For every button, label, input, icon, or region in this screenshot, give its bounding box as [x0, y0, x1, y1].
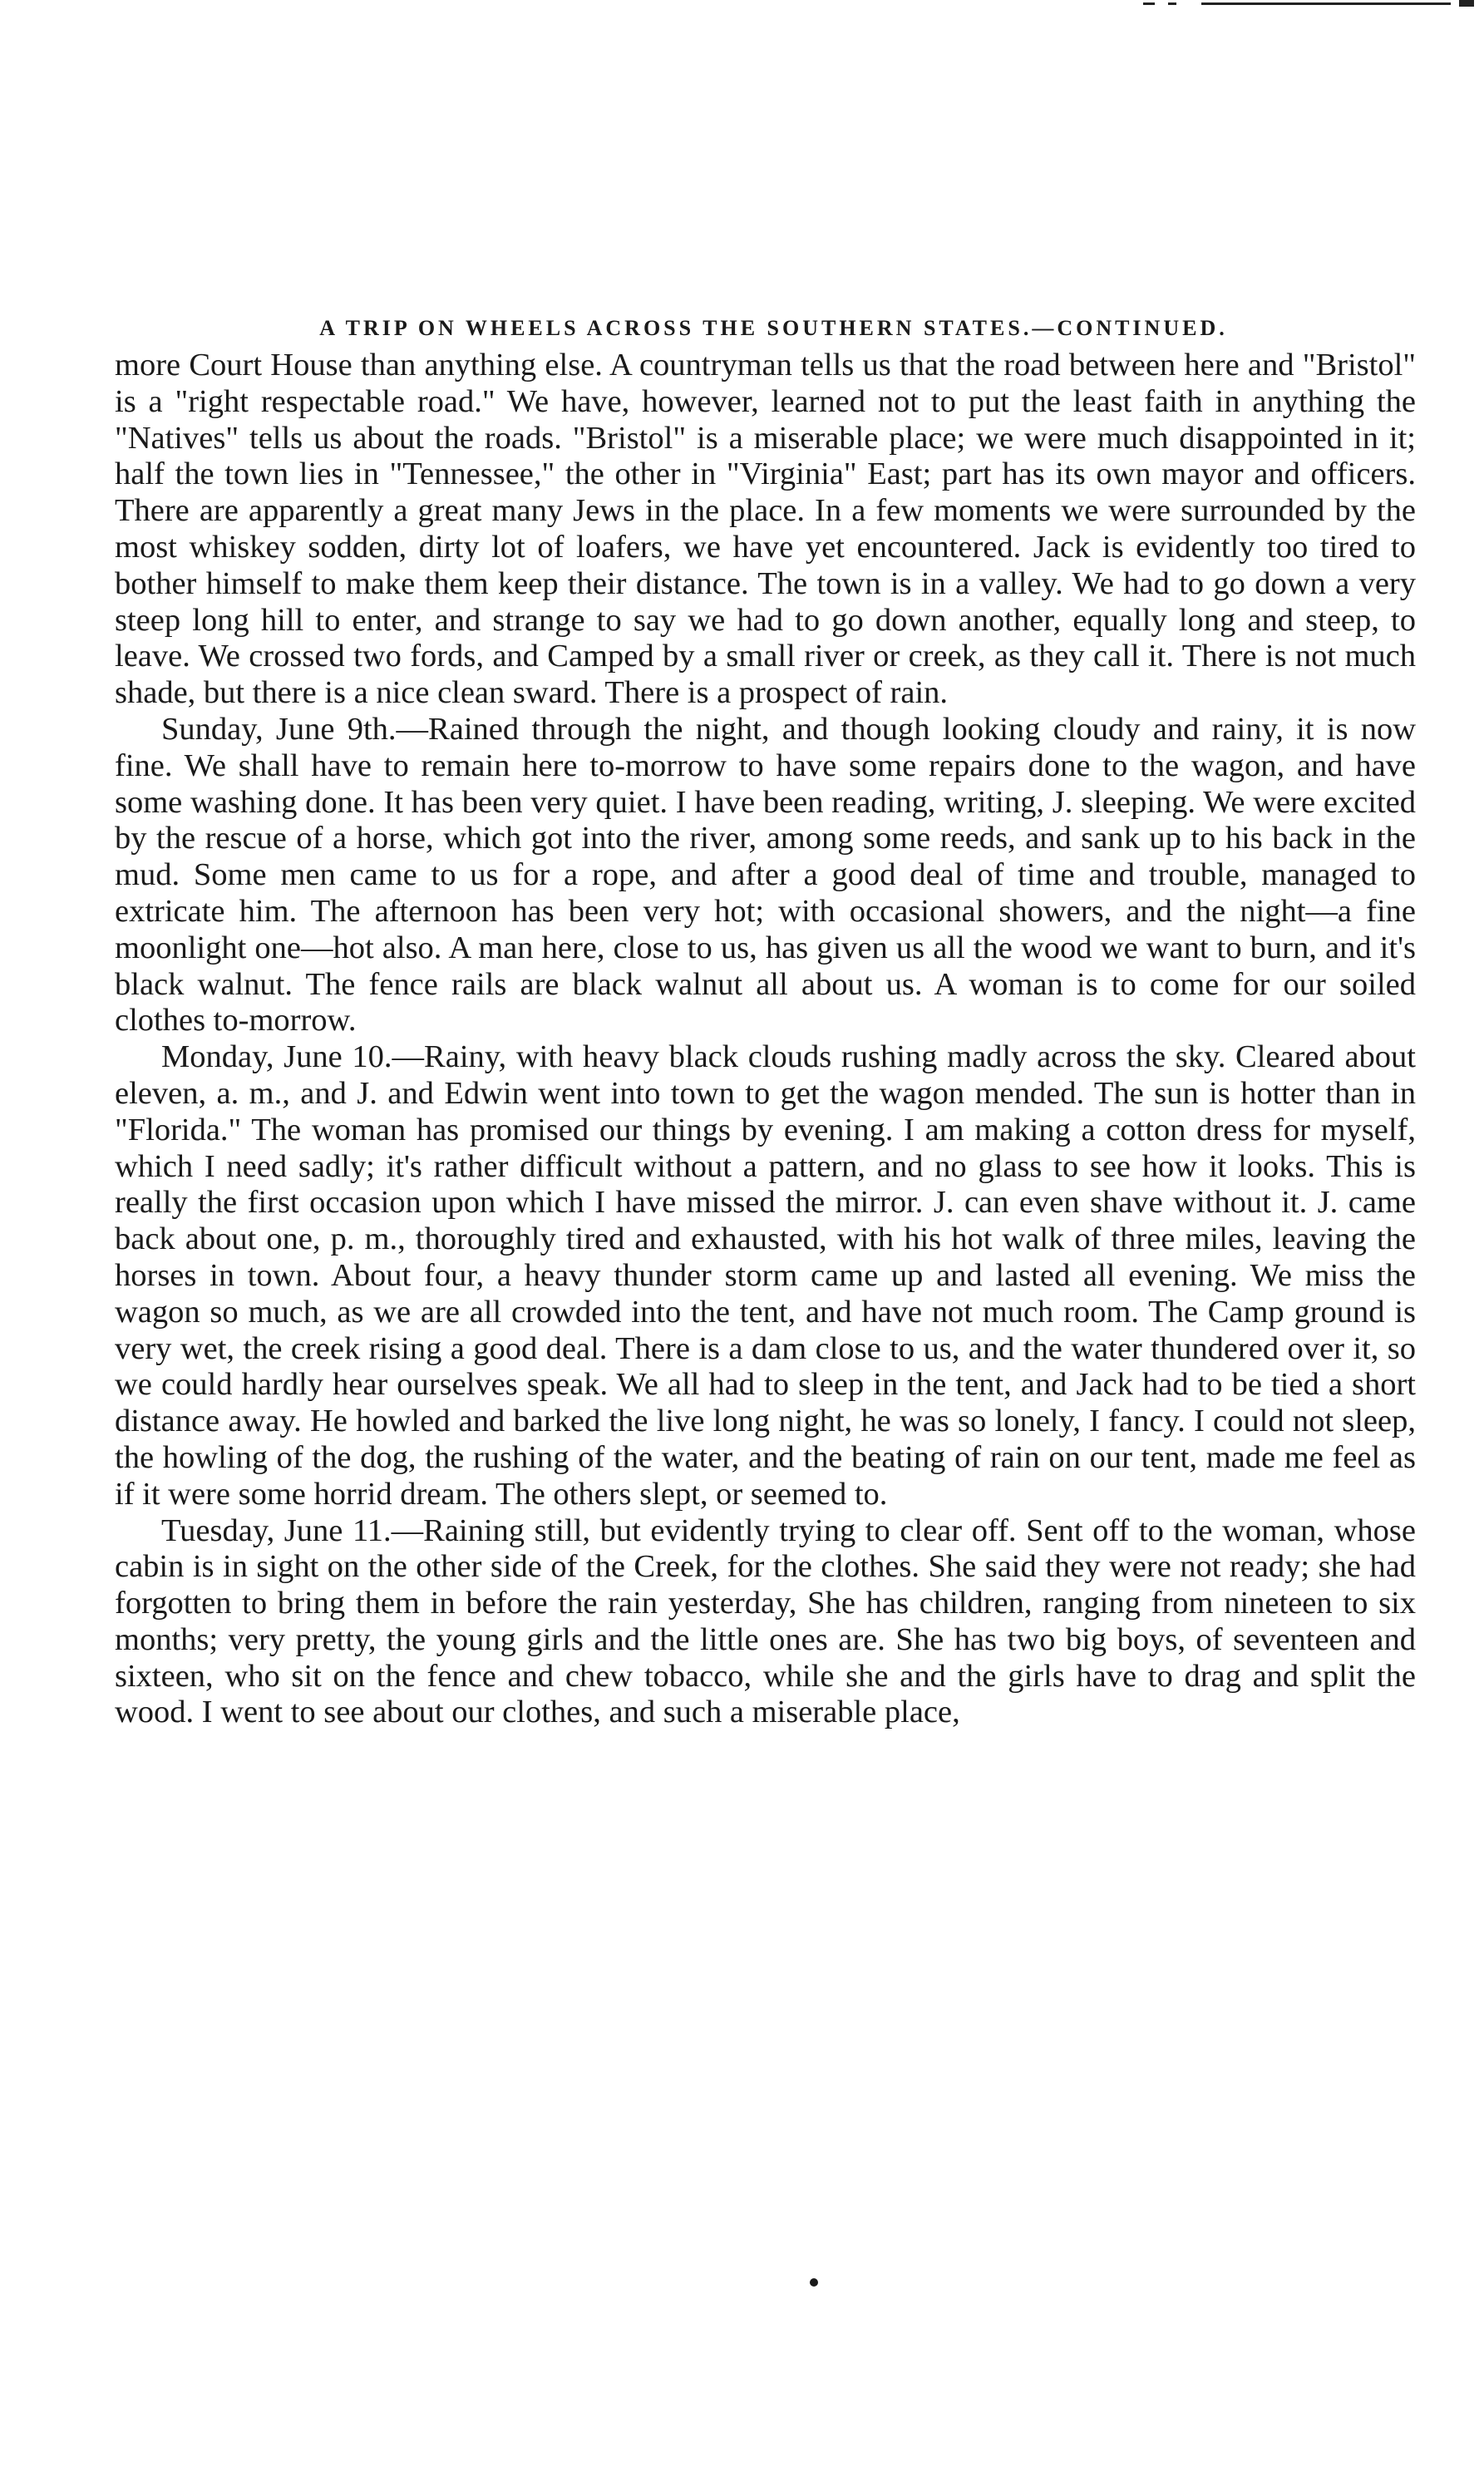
- page-edge-mark: [1135, 0, 1484, 15]
- running-title: A TRIP ON WHEELS ACROSS THE SOUTHERN STATES.—CONTINUED.: [319, 316, 1228, 340]
- page-dot-mark: [810, 2278, 818, 2287]
- paragraph-june-11: Tuesday, June 11.—Raining still, but evidently trying to clear off. Sent off to the woman, whose cabin is in sight on the other side of the Creek, for the clothes. She said they were not ready; she had forgotten to bring them in before the rain yesterday, She has children, ranging from nineteen to six months; very pretty, the young girls and the little ones are. She has two big boys, of seventeen and sixteen, who sit on the fence and chew tobacco, while she and the girls have to drag and split the wood. I went to see about our clothes, and such a miserable place,: [115, 1512, 1416, 1730]
- paragraph-continuation: more Court House than anything else. A countryman tells us that the road between here and "Bristol" is a "right respectable road." We have, however, learned not to put the least faith in anything the "Natives" tells us about the roads. "Bristol" is a miserable place; we were much disappointed in it; half the town lies in "Tennessee," the other in "Virginia" East; part has its own mayor and officers. There are apparently a great many Jews in the place. In a few moments we were surrounded by the most whiskey sodden, dirty lot of loafers, we have yet encountered. Jack is evidently too tired to bother himself to make them keep their distance. The town is in a valley. We had to go down a very steep long hill to enter, and strange to say we had to go down another, equally long and steep, to leave. We crossed two fords, and Camped by a small river or creek, as they call it. There is not much shade, but there is a nice clean sward. There is a prospect of rain.: [115, 348, 1416, 711]
- paragraph-june-10: Monday, June 10.—Rainy, with heavy black clouds rushing madly across the sky. Cleared about eleven, a. m., and J. and Edwin went into town to get the wagon mended. The sun is hotter than in "Florida." The woman has promised our things by evening. I am making a cotton dress for myself, which I need sadly; it's rather difficult without a pattern, and no glass to see how it looks. This is really the first occasion upon which I have missed the mirror. J. can even shave without it. J. came back about one, p. m., thoroughly tired and exhausted, with his hot walk of three miles, leaving the horses in town. About four, a heavy thunder storm came up and lasted all evening. We miss the wagon so much, as we are all crowded into the tent, and have not much room. The Camp ground is very wet, the creek rising a good deal. There is a dam close to us, and the water thundered over it, so we could hardly hear ourselves speak. We all had to sleep in the tent, and Jack had to be tied a short distance away. He howled and barked the live long night, he was so lonely, I fancy. I could not sleep, the howling of the dog, the rushing of the water, and the beating of rain on our tent, made me feel as if it were some horrid dream. The others slept, or seemed to.: [115, 1039, 1416, 1512]
- paragraph-june-9: Sunday, June 9th.—Rained through the night, and though looking cloudy and rainy, it is now fine. We shall have to remain here to-morrow to have some repairs done to the wagon, and have some washing done. It has been very quiet. I have been reading, writing, J. sleeping. We were excited by the rescue of a horse, which got into the river, among some reeds, and sank up to his back in the mud. Some men came to us for a rope, and after a good deal of time and trouble, managed to extricate him. The afternoon has been very hot; with occasional showers, and the night—a fine moonlight one—hot also. A man here, close to us, has given us all the wood we want to burn, and it's black walnut. The fence rails are black walnut all about us. A woman is to come for our soiled clothes to-morrow.: [115, 711, 1416, 1039]
- book-page: [115, 316, 1416, 1731]
